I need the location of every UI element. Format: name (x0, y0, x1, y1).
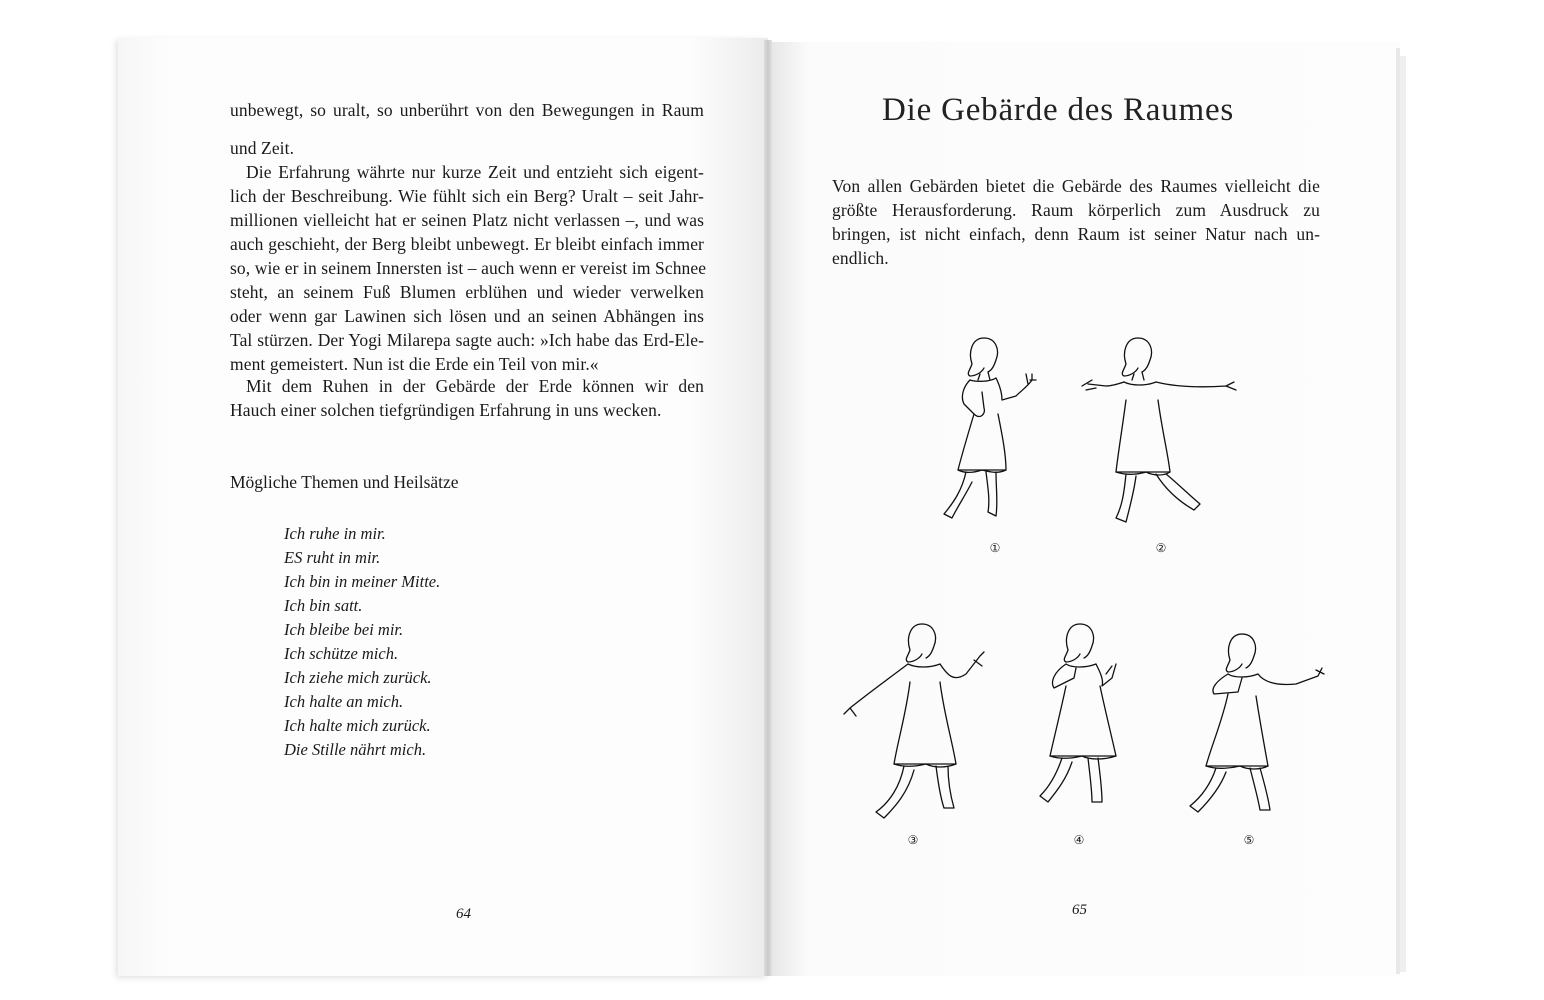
heilsatz: Ich schütze mich. (284, 644, 399, 663)
body-line: bringen, ist nicht einfach, denn Raum ist seiner Natur nach un- (832, 224, 1320, 244)
body-line: oder wenn gar Lawinen sich lösen und an seinen Abhängen ins (230, 306, 704, 326)
heilsatz: Ich bin in meiner Mitte. (284, 572, 441, 591)
heilsatz: Ich ziehe mich zurück. (284, 668, 432, 687)
heilsatz: Ich bleibe bei mir. (284, 620, 404, 639)
heilsatz: Ich bin satt. (284, 596, 363, 615)
body-line: ment gemeistert. Nun ist die Erde ein Teil von mir.« (230, 354, 599, 374)
page-edge (1400, 56, 1406, 972)
page-number: 65 (1072, 902, 1087, 918)
gesture-figure-3 (836, 616, 996, 826)
heilsatz: Ich halte an mich. (284, 692, 404, 711)
body-line: Von allen Gebärden bietet die Gebärde des Raumes vielleicht die (832, 176, 1320, 196)
chapter-heading: Die Gebärde des Raumes (882, 92, 1235, 128)
body-line: auch geschieht, der Berg bleibt unbewegt. Er bleibt einfach immer (230, 234, 704, 254)
page-number: 64 (456, 906, 471, 922)
heilsatz: ES ruht in mir. (284, 548, 381, 567)
figure-label: ④ (1073, 833, 1085, 847)
section-subheading: Mögliche Themen und Heilsätze (230, 472, 459, 492)
gesture-figure-4 (1026, 616, 1146, 816)
body-line: Tal stürzen. Der Yogi Milarepa sagte auch: »Ich habe das Erd-Ele- (230, 330, 704, 350)
gesture-figure-1 (936, 330, 1046, 530)
body-line: Die Erfahrung währte nur kurze Zeit und entzieht sich eigent- (246, 162, 704, 182)
body-line: so, wie er in seinem Innersten ist – auch wenn er vereist im Schnee (230, 258, 707, 278)
body-line: Mit dem Ruhen in der Gebärde der Erde können wir den (246, 376, 704, 396)
gesture-figure-2 (1076, 330, 1246, 530)
body-line: größte Herausforderung. Raum körperlich zum Ausdruck zu (832, 200, 1320, 220)
heilsatz: Die Stille nährt mich. (284, 740, 427, 759)
figure-label: ② (1155, 541, 1167, 555)
body-line: endlich. (832, 248, 889, 268)
body-line: steht, an seinem Fuß Blumen erblühen und wieder verwelken (230, 282, 704, 302)
body-line: und Zeit. (230, 138, 295, 158)
figure-label: ⑤ (1243, 833, 1255, 847)
heilsatz: Ich halte mich zurück. (284, 716, 431, 735)
heilsatz: Ich ruhe in mir. (284, 524, 386, 543)
body-line: millionen vielleicht hat er seinen Platz nicht verlassen –, und was (230, 210, 704, 230)
figure-label: ① (989, 541, 1001, 555)
body-line: Hauch einer solchen tiefgründigen Erfahrung in uns wecken. (230, 400, 662, 420)
body-line: unbewegt, so uralt, so unberührt von den Bewegungen in Raum (230, 100, 704, 120)
book-gutter (764, 40, 772, 976)
body-line: lich der Beschreibung. Wie fühlt sich ein Berg? Uralt – seit Jahr- (230, 186, 704, 206)
gesture-figure-5 (1180, 616, 1340, 826)
figure-label: ③ (907, 833, 919, 847)
